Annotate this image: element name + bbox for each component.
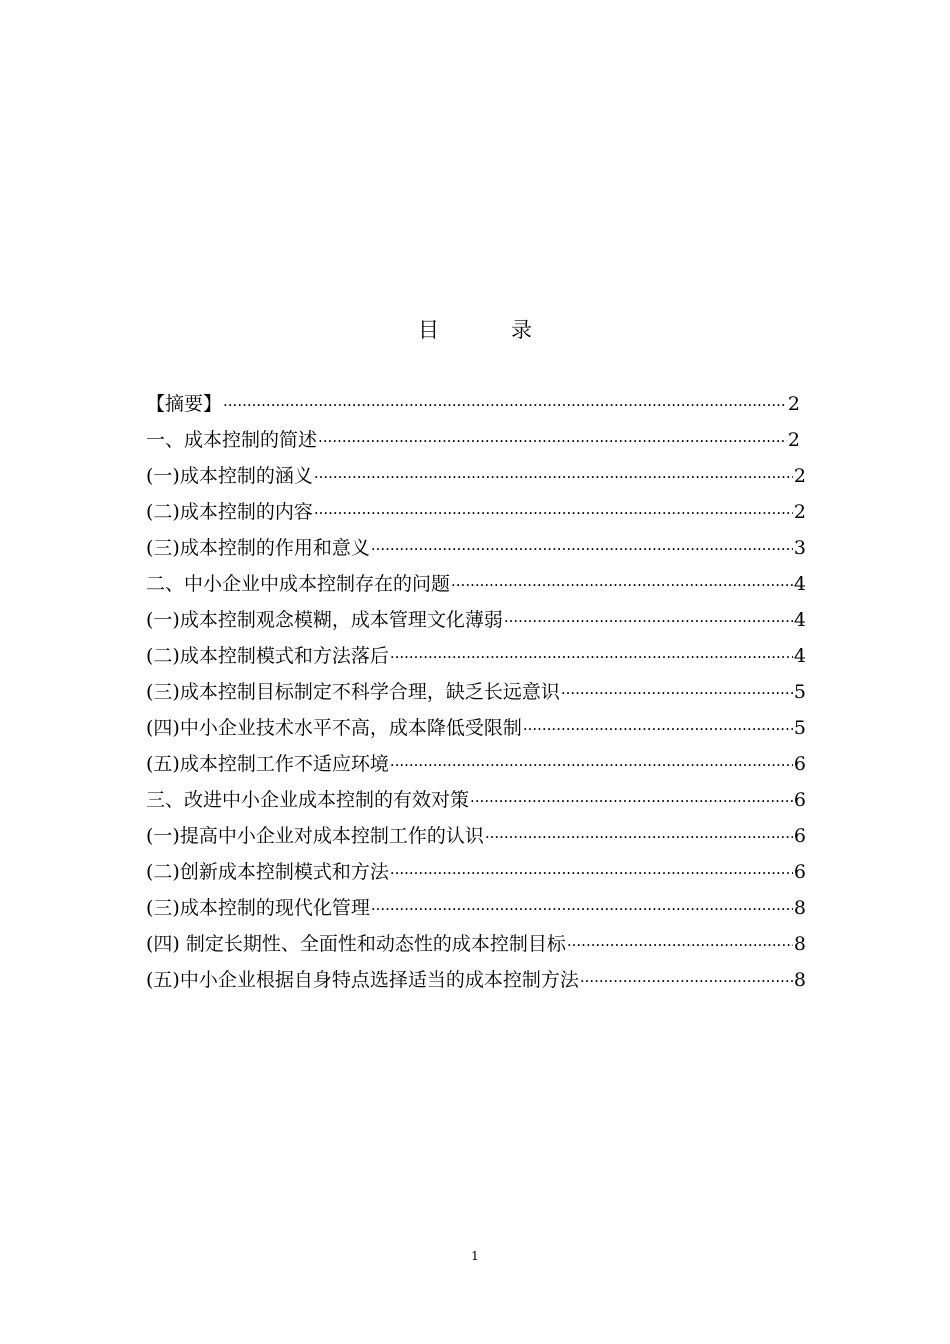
dot-leader (451, 567, 793, 603)
dot-leader (567, 927, 793, 963)
dot-leader (318, 423, 787, 459)
toc-entry-section-3-4[interactable] (146, 926, 806, 962)
toc-entry-label: (二)成本控制的内容 (146, 501, 313, 523)
dot-leader (561, 675, 793, 711)
toc-entry-page: 6 (793, 789, 806, 811)
toc-entry-label: (三)成本控制的作用和意义 (146, 537, 370, 559)
toc-entry-section-3-1[interactable] (146, 818, 806, 854)
toc-entry-label: 三、改进中小企业成本控制的有效对策 (146, 789, 470, 811)
toc-entry-page: 2 (793, 465, 806, 487)
toc-entry-abstract[interactable] (146, 386, 806, 422)
toc-entry-label: 一、成本控制的简述 (146, 429, 318, 451)
toc-entry-page: 3 (793, 537, 806, 559)
toc-entry-label: 【摘要】 (146, 393, 223, 415)
dot-leader (470, 783, 793, 819)
dot-leader (390, 747, 793, 783)
toc-entry-label: 二、中小企业中成本控制存在的问题 (146, 573, 451, 595)
toc-entry-label: (一)成本控制的涵义 (146, 465, 313, 487)
toc-entry-section-3-5[interactable] (146, 962, 806, 998)
toc-entry-section-3[interactable] (146, 782, 806, 818)
dot-leader (371, 891, 793, 927)
toc-entry-label: (二)成本控制模式和方法落后 (146, 645, 389, 667)
toc-entry-page: 6 (793, 825, 806, 847)
toc-entry-section-1[interactable] (146, 422, 806, 458)
toc-entry-section-2-3[interactable] (146, 674, 806, 710)
dot-leader (314, 495, 793, 531)
toc-title-part2: 录 (511, 318, 532, 342)
toc-entry-page: 4 (793, 573, 806, 595)
toc-entry-label: (四) 制定长期性、全面性和动态性的成本控制目标 (146, 933, 566, 955)
toc-entry-section-3-3[interactable] (146, 890, 806, 926)
toc-entry-page: 8 (793, 897, 806, 919)
dot-leader (390, 855, 793, 891)
toc-entry-section-1-3[interactable] (146, 530, 806, 566)
toc-entry-label: (三)成本控制目标制定不科学合理，缺乏长远意识 (146, 681, 560, 703)
dot-leader (223, 387, 787, 423)
toc-entry-label: (四)中小企业技术水平不高，成本降低受限制 (146, 717, 522, 739)
toc-entry-page: 6 (793, 753, 806, 775)
toc-entry-label: (五)中小企业根据自身特点选择适当的成本控制方法 (146, 969, 579, 991)
toc-entry-page: 2 (787, 393, 800, 415)
toc-entry-section-1-1[interactable] (146, 458, 806, 494)
toc-entry-page: 2 (787, 429, 800, 451)
toc-entry-label: (五)成本控制工作不适应环境 (146, 753, 389, 775)
dot-leader (485, 819, 793, 855)
toc-entry-section-2-5[interactable] (146, 746, 806, 782)
table-of-contents (146, 386, 806, 998)
toc-entry-page: 4 (793, 645, 806, 667)
dot-leader (390, 639, 793, 675)
dot-leader (314, 459, 793, 495)
dot-leader (504, 603, 793, 639)
toc-entry-page: 8 (793, 933, 806, 955)
toc-entry-section-2-2[interactable] (146, 638, 806, 674)
toc-title-part1: 目 (418, 318, 439, 342)
toc-entry-section-2-4[interactable] (146, 710, 806, 746)
toc-entry-page: 4 (793, 609, 806, 631)
toc-entry-section-1-2[interactable] (146, 494, 806, 530)
toc-entry-page: 5 (793, 681, 806, 703)
toc-entry-label: (三)成本控制的现代化管理 (146, 897, 370, 919)
toc-title (0, 316, 950, 344)
toc-entry-page: 6 (793, 861, 806, 883)
toc-entry-label: (一)提高中小企业对成本控制工作的认识 (146, 825, 484, 847)
toc-entry-page: 2 (793, 501, 806, 523)
toc-entry-page: 5 (793, 717, 806, 739)
dot-leader (580, 963, 793, 999)
toc-entry-section-2[interactable] (146, 566, 806, 602)
toc-entry-section-3-2[interactable] (146, 854, 806, 890)
toc-entry-label: (二)创新成本控制模式和方法 (146, 861, 389, 883)
toc-entry-label: (一)成本控制观念模糊，成本管理文化薄弱 (146, 609, 503, 631)
page-number: 1 (471, 1249, 479, 1263)
toc-entry-page: 8 (793, 969, 806, 991)
dot-leader (523, 711, 793, 747)
dot-leader (371, 531, 793, 567)
toc-entry-section-2-1[interactable] (146, 602, 806, 638)
